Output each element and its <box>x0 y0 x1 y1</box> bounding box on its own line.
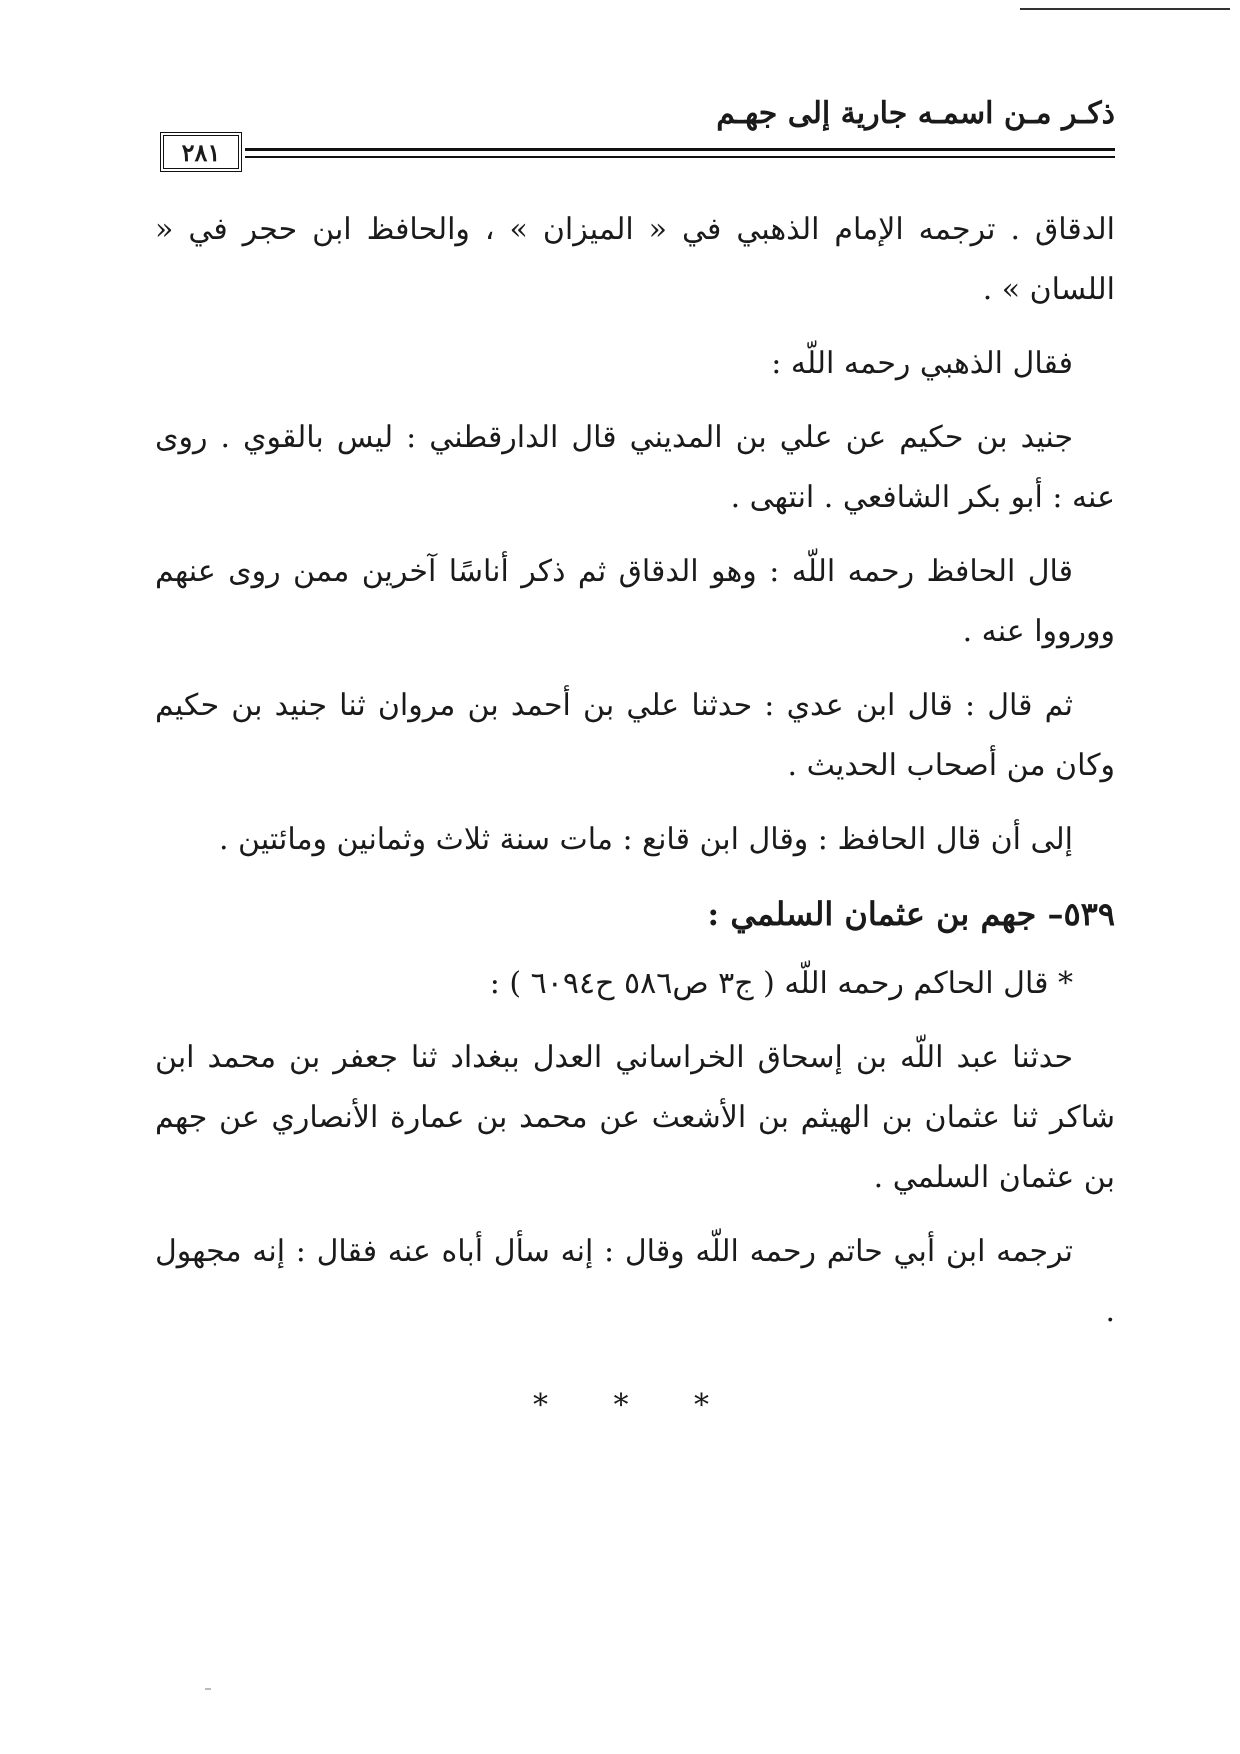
entry-paragraph: ترجمه ابن أبي حاتم رحمه اللّه وقال : إنه سأل أباه عنه فقال : إنه مجهول . <box>155 1234 1115 1329</box>
paragraph: جنيد بن حكيم عن علي بن المديني قال الدارقطني : ليس بالقوي . روى عنه : أبو بكر الشافعي . انتهى . <box>155 420 1115 515</box>
entry-paragraph: * قال الحاكم رحمه اللّه ( ج٣ ص٥٨٦ ح٦٠٩٤ ) : <box>489 966 1073 1001</box>
header-rule-thick <box>245 148 1115 151</box>
page-number: ٢٨١ <box>160 132 242 172</box>
section-divider: * * * <box>532 1388 738 1423</box>
paragraph: فقال الذهبي رحمه اللّه : <box>771 346 1073 381</box>
paragraph: إلى أن قال الحافظ : وقال ابن قانع : مات سنة ثلاث وثمانين ومائتين . <box>218 822 1073 857</box>
paragraph: الدقاق . ترجمه الإمام الذهبي في « الميزان » ، والحافظ ابن حجر في « اللسان » . <box>155 212 1115 307</box>
paragraph: ثم قال : قال ابن عدي : حدثنا علي بن أحمد بن مروان ثنا جنيد بن حكيم وكان من أصحاب الحديث . <box>155 688 1115 783</box>
header-rule-thin <box>245 156 1115 158</box>
entry-paragraph: حدثنا عبد اللّه بن إسحاق الخراساني العدل ببغداد ثنا جعفر بن محمد ابن شاكر ثنا عثمان بن الهيثم بن الأشعث عن محمد بن عمارة الأنصاري عن جهم بن عثمان السلمي . <box>155 1040 1115 1195</box>
page-header <box>160 96 1115 176</box>
scan-edge-line <box>1020 8 1230 10</box>
running-title: ذكـر مـن اسمـه جارية إلى جهـم <box>716 96 1115 131</box>
page-body <box>155 200 1115 1436</box>
entry-heading: ٥٣٩– جهم بن عثمان السلمي : <box>707 895 1115 933</box>
scan-speck <box>205 1688 211 1690</box>
paragraph: قال الحافظ رحمه اللّه : وهو الدقاق ثم ذكر أناسًا آخرين ممن روى عنهم وورووا عنه . <box>155 554 1115 649</box>
